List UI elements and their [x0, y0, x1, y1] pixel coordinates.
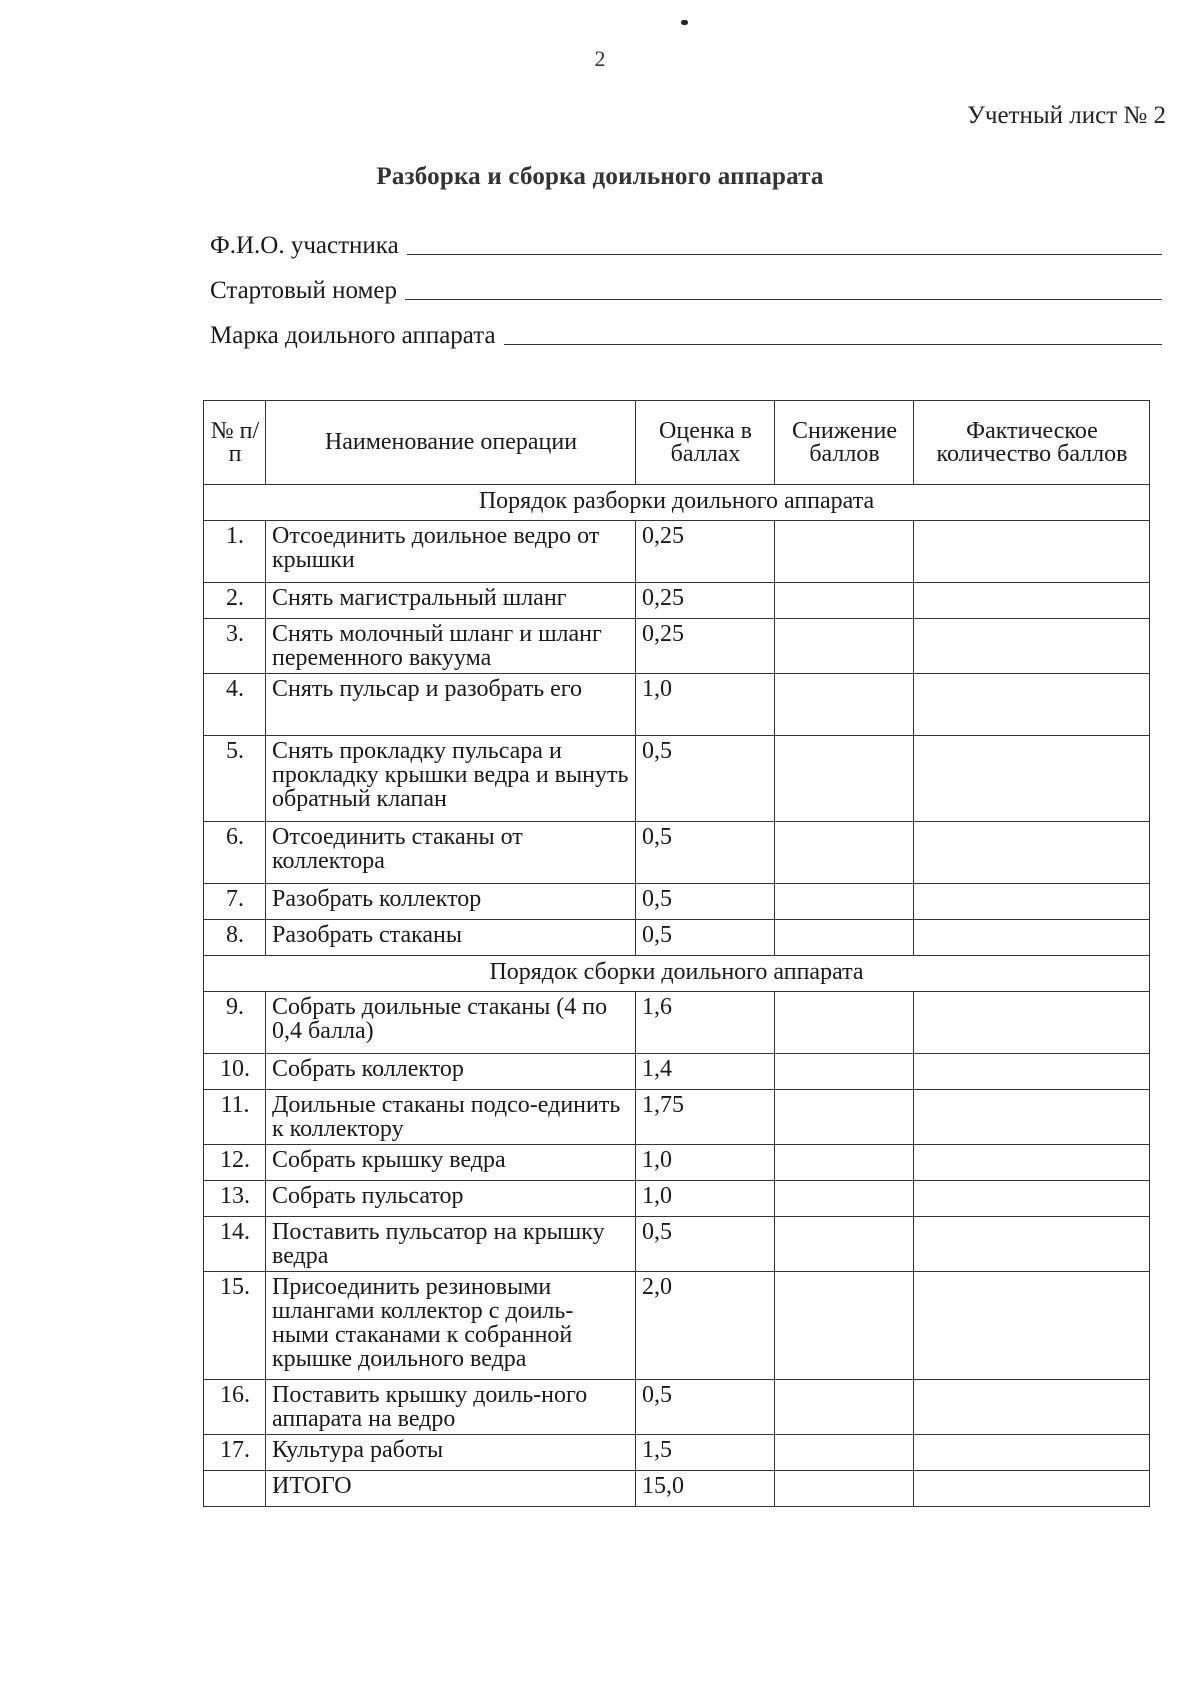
row-number: 16. [204, 1380, 266, 1435]
operations-table [203, 400, 1150, 1507]
machine-brand-line[interactable] [504, 343, 1162, 345]
row-number: 15. [204, 1272, 266, 1380]
row-number: 4. [204, 674, 266, 736]
operation-name: Снять молочный шланг и шланг переменного вакуума [266, 619, 636, 674]
reduction-cell[interactable] [775, 583, 914, 619]
operation-name: Поставить пульсатор на крышку ведра [266, 1217, 636, 1272]
row-number: 9. [204, 992, 266, 1054]
operation-name: Разобрать стаканы [266, 920, 636, 956]
start-number-field[interactable] [210, 277, 1162, 305]
row-number: 12. [204, 1145, 266, 1181]
reduction-cell[interactable] [775, 736, 914, 822]
operations-body [204, 485, 1150, 1507]
reduction-cell[interactable] [775, 822, 914, 884]
operation-name: Собрать доильные стаканы (4 по 0,4 балла) [266, 992, 636, 1054]
actual-score-cell[interactable] [914, 1181, 1150, 1217]
total-reduction-cell[interactable] [775, 1471, 914, 1507]
row-number: 6. [204, 822, 266, 884]
sheet-label: Учетный лист № 2 [967, 102, 1166, 129]
reduction-cell[interactable] [775, 1435, 914, 1471]
total-score: 15,0 [636, 1471, 775, 1507]
header-name: Наименование операции [266, 401, 636, 485]
reduction-cell[interactable] [775, 1272, 914, 1380]
actual-score-cell[interactable] [914, 1054, 1150, 1090]
operation-name: Отсоединить стаканы от коллектора [266, 822, 636, 884]
actual-score-cell[interactable] [914, 884, 1150, 920]
page-number: 2 [594, 46, 606, 71]
actual-score-cell[interactable] [914, 1435, 1150, 1471]
row-number: 2. [204, 583, 266, 619]
operation-name: Собрать крышку ведра [266, 1145, 636, 1181]
score-value: 1,0 [636, 674, 775, 736]
section-header-row [204, 956, 1150, 992]
reduction-cell[interactable] [775, 1090, 914, 1145]
actual-score-cell[interactable] [914, 920, 1150, 956]
actual-score-cell[interactable] [914, 674, 1150, 736]
table-row [204, 1181, 1150, 1217]
table-row [204, 1090, 1150, 1145]
reduction-cell[interactable] [775, 1380, 914, 1435]
score-value: 0,5 [636, 1217, 775, 1272]
reduction-cell[interactable] [775, 1181, 914, 1217]
participant-name-field[interactable] [210, 232, 1162, 260]
table-row [204, 1145, 1150, 1181]
operation-name: Снять пульсар и разобрать его [266, 674, 636, 736]
actual-score-cell[interactable] [914, 822, 1150, 884]
table-row [204, 1435, 1150, 1471]
section-title: Порядок сборки доильного аппарата [204, 956, 1150, 992]
actual-score-cell[interactable] [914, 583, 1150, 619]
reduction-cell[interactable] [775, 992, 914, 1054]
row-number: 10. [204, 1054, 266, 1090]
row-number: 17. [204, 1435, 266, 1471]
actual-score-cell[interactable] [914, 992, 1150, 1054]
table-row [204, 884, 1150, 920]
score-value: 0,25 [636, 583, 775, 619]
total-label: ИТОГО [266, 1471, 636, 1507]
start-number-label: Стартовый номер [210, 277, 397, 304]
scan-mark [681, 20, 688, 25]
table-row [204, 521, 1150, 583]
table-row [204, 1217, 1150, 1272]
operation-name: Доильные стаканы подсо-единить к коллектору [266, 1090, 636, 1145]
machine-brand-field[interactable] [210, 322, 1162, 350]
score-value: 0,5 [636, 822, 775, 884]
actual-score-cell[interactable] [914, 1090, 1150, 1145]
participant-name-line[interactable] [407, 253, 1162, 255]
reduction-cell[interactable] [775, 1054, 914, 1090]
reduction-cell[interactable] [775, 674, 914, 736]
table-row [204, 736, 1150, 822]
row-number: 5. [204, 736, 266, 822]
score-value: 1,0 [636, 1145, 775, 1181]
table-row [204, 1272, 1150, 1380]
actual-score-cell[interactable] [914, 619, 1150, 674]
score-value: 0,25 [636, 521, 775, 583]
row-number: 7. [204, 884, 266, 920]
score-value: 2,0 [636, 1272, 775, 1380]
table-row [204, 1380, 1150, 1435]
score-value: 0,25 [636, 619, 775, 674]
header-score: Оценка в баллах [636, 401, 775, 485]
score-value: 1,4 [636, 1054, 775, 1090]
score-value: 1,5 [636, 1435, 775, 1471]
header-row [204, 401, 1150, 485]
actual-score-cell[interactable] [914, 1145, 1150, 1181]
operation-name: Собрать пульсатор [266, 1181, 636, 1217]
score-value: 0,5 [636, 736, 775, 822]
operation-name: Разобрать коллектор [266, 884, 636, 920]
reduction-cell[interactable] [775, 521, 914, 583]
score-value: 0,5 [636, 1380, 775, 1435]
operation-name: Присоединить резиновыми шлангами коллектор с доиль-ными стаканами к собранной крышке доильного ведра [266, 1272, 636, 1380]
reduction-cell[interactable] [775, 1217, 914, 1272]
section-header-row [204, 485, 1150, 521]
header-reduction: Снижение баллов [775, 401, 914, 485]
total-number [204, 1471, 266, 1507]
table-row [204, 920, 1150, 956]
row-number: 11. [204, 1090, 266, 1145]
machine-brand-label: Марка доильного аппарата [210, 322, 496, 349]
header-num: № п/п [204, 401, 266, 485]
header-actual: Фактическое количество баллов [914, 401, 1150, 485]
total-actual-cell[interactable] [914, 1471, 1150, 1507]
score-value: 0,5 [636, 884, 775, 920]
row-number: 8. [204, 920, 266, 956]
row-number: 1. [204, 521, 266, 583]
actual-score-cell[interactable] [914, 1272, 1150, 1380]
operation-name: Поставить крышку доиль-ного аппарата на ведро [266, 1380, 636, 1435]
reduction-cell[interactable] [775, 619, 914, 674]
operation-name: Отсоединить доильное ведро от крышки [266, 521, 636, 583]
score-value: 1,75 [636, 1090, 775, 1145]
reduction-cell[interactable] [775, 1145, 914, 1181]
start-number-line[interactable] [405, 298, 1162, 300]
operation-name: Снять магистральный шланг [266, 583, 636, 619]
actual-score-cell[interactable] [914, 1380, 1150, 1435]
operation-name: Снять прокладку пульсара и прокладку крышки ведра и вынуть обратный клапан [266, 736, 636, 822]
table-row [204, 992, 1150, 1054]
reduction-cell[interactable] [775, 920, 914, 956]
score-value: 1,6 [636, 992, 775, 1054]
reduction-cell[interactable] [775, 884, 914, 920]
table-row [204, 583, 1150, 619]
row-number: 13. [204, 1181, 266, 1217]
section-title: Порядок разборки доильного аппарата [204, 485, 1150, 521]
operation-name: Собрать коллектор [266, 1054, 636, 1090]
actual-score-cell[interactable] [914, 521, 1150, 583]
actual-score-cell[interactable] [914, 736, 1150, 822]
score-value: 1,0 [636, 1181, 775, 1217]
row-number: 3. [204, 619, 266, 674]
operation-name: Культура работы [266, 1435, 636, 1471]
score-value: 0,5 [636, 920, 775, 956]
row-number: 14. [204, 1217, 266, 1272]
table-row [204, 1054, 1150, 1090]
table-row [204, 619, 1150, 674]
table-row [204, 822, 1150, 884]
total-row [204, 1471, 1150, 1507]
document-title: Разборка и сборка доильного аппарата [376, 163, 824, 190]
actual-score-cell[interactable] [914, 1217, 1150, 1272]
table-row [204, 674, 1150, 736]
participant-name-label: Ф.И.О. участника [210, 232, 399, 259]
